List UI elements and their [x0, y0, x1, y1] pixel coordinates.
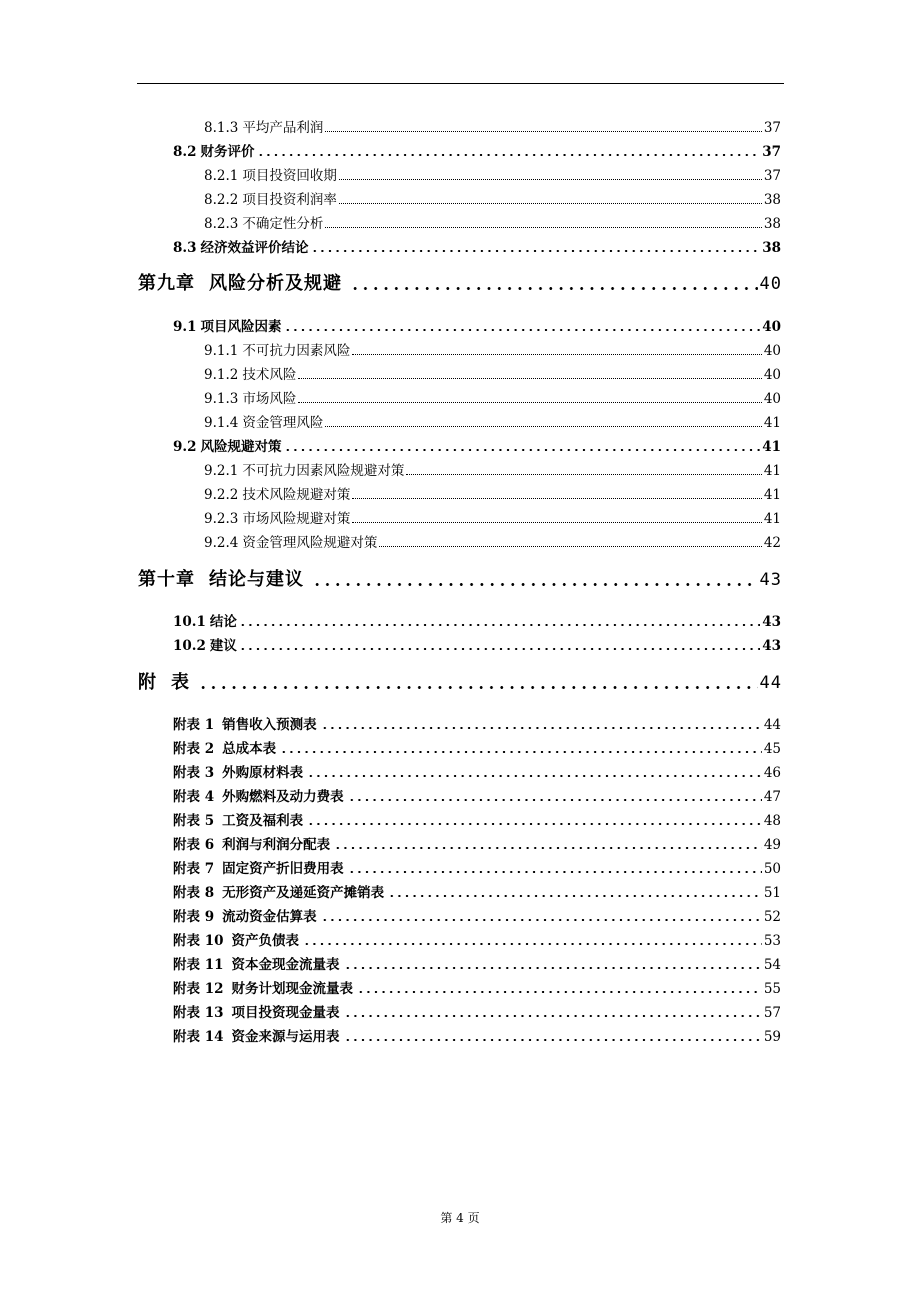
toc-entry-number: 8.2.2	[204, 192, 239, 208]
toc-leader-dots	[350, 287, 758, 290]
toc-entry-page: 46	[763, 765, 781, 781]
toc-entry-title: 项目风险因素	[200, 319, 282, 335]
toc-entry-title: 表	[171, 672, 190, 693]
toc-entry-number: 8.1.3	[204, 120, 239, 136]
toc-entry-page: 59	[763, 1029, 781, 1045]
toc-entry[interactable]	[173, 610, 781, 630]
toc-leader-dots	[280, 751, 762, 753]
toc-entry-title: 不确定性分析	[242, 216, 324, 232]
toc-entry-title: 经济效益评价结论	[200, 240, 309, 256]
toc-entry-title: 市场风险规避对策	[242, 511, 351, 527]
toc-entry[interactable]	[173, 713, 781, 733]
toc-entry-page: 43	[762, 614, 781, 630]
toc-entry-number: 9.2	[173, 439, 197, 455]
toc-entry-page: 40	[763, 391, 781, 407]
toc-entry-page: 41	[762, 439, 781, 455]
toc-entry[interactable]	[173, 315, 781, 335]
toc-entry-number: 9.1	[173, 319, 197, 335]
toc-entry-number: 10.2	[173, 638, 206, 654]
toc-leader-dots	[339, 202, 762, 204]
toc-leader-dots	[339, 178, 762, 180]
toc-entry-number: 附表 13	[173, 1005, 224, 1021]
toc-entry-number: 附表 2	[173, 741, 215, 757]
toc-entry-title: 财务评价	[200, 144, 255, 160]
toc-leader-dots	[239, 624, 760, 626]
toc-entry-title: 技术风险规避对策	[242, 487, 351, 503]
toc-entry[interactable]	[173, 785, 781, 805]
toc-entry-title: 资金来源与运用表	[231, 1029, 340, 1045]
toc-entry-page: 44	[759, 673, 782, 693]
toc-entry-number: 8.3	[173, 240, 197, 256]
toc-entry-page: 41	[763, 415, 781, 431]
toc-leader-dots	[344, 1015, 762, 1017]
toc-entry-title: 市场风险	[242, 391, 297, 407]
toc-entry-page: 43	[762, 638, 781, 654]
toc-entry-page: 41	[763, 487, 781, 503]
toc-entry[interactable]	[173, 929, 781, 949]
toc-entry-page: 44	[763, 717, 781, 733]
toc-entry-number: 附表 11	[173, 957, 224, 973]
toc-entry-number: 附表 6	[173, 837, 215, 853]
toc-entry-page: 40	[759, 274, 782, 294]
toc-entry[interactable]	[173, 833, 781, 853]
toc-entry-page: 40	[762, 319, 781, 335]
toc-entry-number: 8.2	[173, 144, 197, 160]
toc-entry[interactable]	[173, 1001, 781, 1021]
toc-entry-title: 结论	[209, 614, 237, 630]
toc-leader-dots	[198, 686, 758, 689]
toc-entry-page: 52	[763, 909, 781, 925]
toc-leader-dots	[325, 130, 761, 132]
toc-entry[interactable]	[173, 140, 781, 160]
toc-entry-number: 9.2.3	[204, 511, 239, 527]
toc-entry-title: 结论与建议	[209, 569, 304, 590]
toc-entry-number: 9.1.3	[204, 391, 239, 407]
toc-entry-number: 附	[138, 672, 157, 693]
toc-entry-page: 48	[763, 813, 781, 829]
toc-leader-dots	[325, 425, 761, 427]
toc-entry[interactable]	[173, 977, 781, 997]
toc-entry[interactable]	[204, 411, 781, 431]
toc-entry-number: 附表 12	[173, 981, 224, 997]
toc-entry-number: 附表 4	[173, 789, 215, 805]
toc-leader-dots	[344, 967, 762, 969]
toc-entry-number: 9.1.1	[204, 343, 239, 359]
toc-entry[interactable]	[173, 857, 781, 877]
toc-entry-title: 工资及福利表	[222, 813, 304, 829]
toc-entry-number: 10.1	[173, 614, 206, 630]
toc-entry-title: 建议	[209, 638, 237, 654]
toc-entry-page: 49	[763, 837, 781, 853]
toc-entry-title: 外购原材料表	[222, 765, 304, 781]
toc-leader-dots	[348, 871, 762, 873]
toc-leader-dots	[352, 521, 761, 523]
toc-entry-page: 50	[763, 861, 781, 877]
toc-leader-dots	[352, 353, 761, 355]
toc-entry-title: 不可抗力因素风险规避对策	[242, 463, 405, 479]
toc-entry-title: 销售收入预测表	[222, 717, 317, 733]
toc-leader-dots	[284, 329, 761, 331]
toc-entry[interactable]	[173, 737, 781, 757]
toc-entry-title: 风险分析及规避	[209, 273, 342, 294]
toc-entry[interactable]	[204, 164, 781, 184]
toc-entry-title: 风险规避对策	[200, 439, 282, 455]
toc-entry-number: 9.2.1	[204, 463, 239, 479]
toc-entry-page: 38	[763, 192, 781, 208]
toc-entry[interactable]	[204, 483, 781, 503]
toc-entry-number: 附表 3	[173, 765, 215, 781]
toc-entry[interactable]	[204, 387, 781, 407]
toc-entry-number: 附表 10	[173, 933, 224, 949]
toc-leader-dots	[312, 583, 758, 586]
toc-entry-page: 43	[759, 570, 782, 590]
toc-entry-number: 附表 8	[173, 885, 215, 901]
toc-entry-title: 外购燃料及动力费表	[222, 789, 344, 805]
toc-leader-dots	[298, 401, 761, 403]
toc-entry-page: 54	[763, 957, 781, 973]
toc-leader-dots	[298, 377, 761, 379]
toc-entry[interactable]	[173, 809, 781, 829]
toc-entry-number: 8.2.3	[204, 216, 239, 232]
toc-entry-page: 37	[763, 120, 781, 136]
toc-entry-page: 37	[763, 168, 781, 184]
toc-entry[interactable]	[173, 435, 781, 455]
toc-entry-title: 财务计划现金流量表	[231, 981, 353, 997]
toc-entry-page: 37	[762, 144, 781, 160]
toc-entry-title: 利润与利润分配表	[222, 837, 331, 853]
toc-entry-page: 55	[763, 981, 781, 997]
toc-entry-title: 无形资产及递延资产摊销表	[222, 885, 385, 901]
toc-leader-dots	[344, 1039, 762, 1041]
toc-entry-number: 附表 7	[173, 861, 215, 877]
toc-entry-page: 42	[763, 535, 781, 551]
toc-entry-page: 47	[763, 789, 781, 805]
toc-leader-dots	[357, 991, 762, 993]
toc-leader-dots	[325, 226, 761, 228]
toc-entry-number: 9.1.2	[204, 367, 239, 383]
toc-entry-number: 附表 9	[173, 909, 215, 925]
toc-entry-title: 技术风险	[242, 367, 297, 383]
toc-entry-title: 总成本表	[222, 741, 277, 757]
toc-entry[interactable]	[173, 881, 781, 901]
toc-entry-number: 附表 1	[173, 717, 215, 733]
toc-leader-dots	[303, 943, 762, 945]
toc-leader-dots	[334, 847, 762, 849]
toc-entry-page: 41	[763, 511, 781, 527]
toc-entry-number: 附表 14	[173, 1029, 224, 1045]
toc-entry-page: 51	[763, 885, 781, 901]
toc-entry-title: 流动资金估算表	[222, 909, 317, 925]
toc-entry-page: 45	[763, 741, 781, 757]
toc-entry-number: 第十章	[138, 569, 195, 590]
toc-leader-dots	[239, 648, 760, 650]
toc-entry[interactable]	[173, 761, 781, 781]
toc-entry[interactable]	[173, 953, 781, 973]
toc-entry[interactable]	[204, 459, 781, 479]
toc-entry-title: 项目投资回收期	[242, 168, 337, 184]
toc-entry[interactable]	[204, 363, 781, 383]
toc-entry-number: 第九章	[138, 273, 195, 294]
toc-entry-title: 项目投资利润率	[242, 192, 337, 208]
toc-entry[interactable]	[173, 1025, 781, 1045]
toc-leader-dots	[321, 919, 762, 921]
toc-entry-page: 40	[763, 367, 781, 383]
toc-entry-page: 53	[763, 933, 781, 949]
toc-leader-dots	[379, 545, 761, 547]
toc-leader-dots	[284, 449, 761, 451]
toc-entry[interactable]	[204, 116, 781, 136]
toc-entry[interactable]	[173, 905, 781, 925]
toc-entry[interactable]	[204, 339, 781, 359]
toc-entry-title: 平均产品利润	[242, 120, 324, 136]
toc-leader-dots	[406, 473, 761, 475]
toc-entry[interactable]	[204, 507, 781, 527]
toc-leader-dots	[307, 775, 762, 777]
toc-entry-page: 38	[763, 216, 781, 232]
toc-leader-dots	[352, 497, 761, 499]
toc-entry-title: 资本金现金流量表	[231, 957, 340, 973]
page-number: 第 4 页	[440, 1211, 480, 1225]
toc-entry-number: 8.2.1	[204, 168, 239, 184]
toc-entry[interactable]	[138, 668, 782, 694]
toc-entry[interactable]	[138, 565, 782, 591]
toc-entry-title: 资金管理风险规避对策	[242, 535, 378, 551]
toc-entry-number: 9.2.2	[204, 487, 239, 503]
toc-entry-number: 附表 5	[173, 813, 215, 829]
toc-leader-dots	[311, 250, 761, 252]
toc-entry[interactable]	[204, 531, 781, 551]
toc-entry-page: 38	[762, 240, 781, 256]
toc-entry-number: 9.2.4	[204, 535, 239, 551]
toc-entry-title: 固定资产折旧费用表	[222, 861, 344, 877]
toc-leader-dots	[307, 823, 762, 825]
toc-entry-title: 资金管理风险	[242, 415, 324, 431]
toc-entry-title: 不可抗力因素风险	[242, 343, 351, 359]
toc-entry[interactable]	[173, 634, 781, 654]
toc-leader-dots	[321, 727, 762, 729]
toc-leader-dots	[348, 799, 762, 801]
toc-entry-title: 项目投资现金量表	[231, 1005, 340, 1021]
toc-entry-page: 40	[763, 343, 781, 359]
toc-entry[interactable]	[204, 188, 781, 208]
toc-entry[interactable]	[173, 236, 781, 256]
toc-entry-page: 41	[763, 463, 781, 479]
toc-entry-title: 资产负债表	[231, 933, 299, 949]
toc-entry[interactable]	[204, 212, 781, 232]
toc-entry-number: 9.1.4	[204, 415, 239, 431]
toc-entry-page: 57	[763, 1005, 781, 1021]
toc-entry[interactable]	[138, 269, 782, 295]
toc-leader-dots	[257, 154, 761, 156]
toc-leader-dots	[388, 895, 762, 897]
